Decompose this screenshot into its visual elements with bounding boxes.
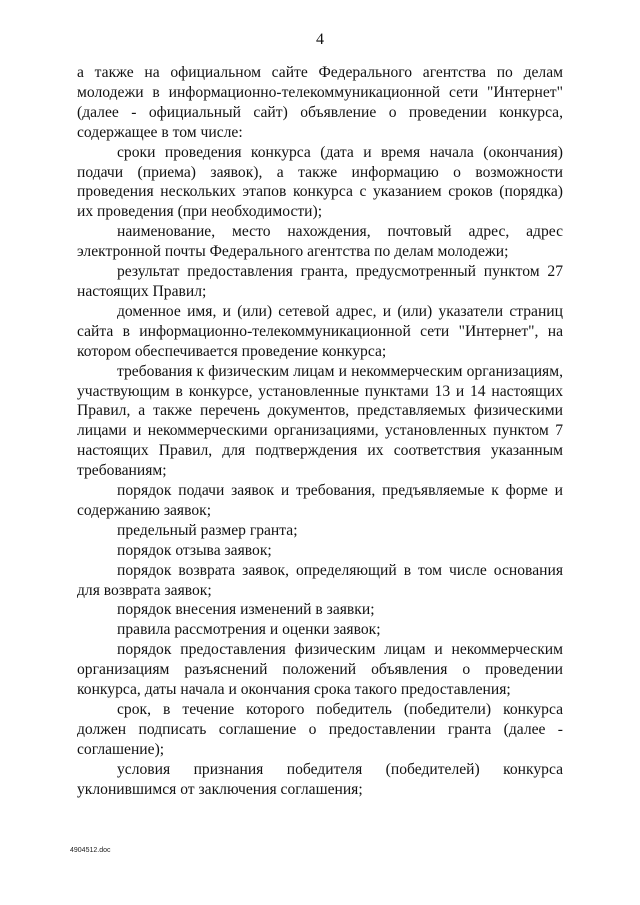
document-file-code: 4904512.doc — [70, 847, 111, 854]
paragraph: доменное имя, и (или) сетевой адрес, и (или) указатели страниц сайта в информационно-телекоммуникационной сети "Интернет", на котором обеспечивается проведение конкурса; — [77, 302, 563, 360]
paragraph: правила рассмотрения и оценки заявок; — [117, 621, 381, 639]
paragraph: условия признания победителя (победителей) конкурса уклонившимся от заключения соглашения; — [77, 760, 563, 798]
paragraph: результат предоставления гранта, предусмотренный пунктом 27 настоящих Правил; — [77, 263, 563, 300]
paragraph: порядок подачи заявок и требования, предъявляемые к форме и содержанию заявок; — [77, 482, 563, 519]
paragraph: порядок отзыва заявок; — [117, 541, 272, 559]
page-number: 4 — [316, 31, 324, 48]
paragraph: наименование, место нахождения, почтовый адрес, адрес электронной почты Федерального агентства по делам молодежи; — [77, 223, 563, 261]
paragraph: предельный размер гранта; — [117, 521, 298, 539]
document-body — [77, 63, 563, 800]
paragraph: срок, в течение которого победитель (победители) конкурса должен подписать соглашение о предоставлении гранта (далее - соглашение); — [77, 701, 563, 758]
paragraph: сроки проведения конкурса (дата и время начала (окончания) подачи (приема) заявок), а также информацию о возможности проведения нескольких этапов конкурса с указанием сроков (порядка) их проведения (при необходимости); — [77, 143, 563, 221]
paragraph: порядок возврата заявок, определяющий в том числе основания для возврата заявок; — [77, 561, 563, 599]
paragraph: а также на официальном сайте Федерального агентства по делам молодежи в информационно-телекоммуникационной сети "Интернет" (далее - официальный сайт) объявление о проведении конкурса, содержащее в том числе: — [77, 64, 563, 141]
paragraph: требования к физическим лицам и некоммерческим организациям, участвующим в конкурсе, установленные пунктами 13 и 14 настоящих Правил, а также перечень документов, представляемых физическими лицами и некоммерческими организациями, установленных пунктом 7 настоящих Правил, для подтверждения их соответствия указанным требованиям; — [77, 362, 563, 480]
paragraph: порядок предоставления физическим лицам и некоммерческим организациям разъяснений положений объявления о проведении конкурса, даты начала и окончания срока такого предоставления; — [77, 641, 563, 699]
paragraph: порядок внесения изменений в заявки; — [117, 601, 375, 619]
